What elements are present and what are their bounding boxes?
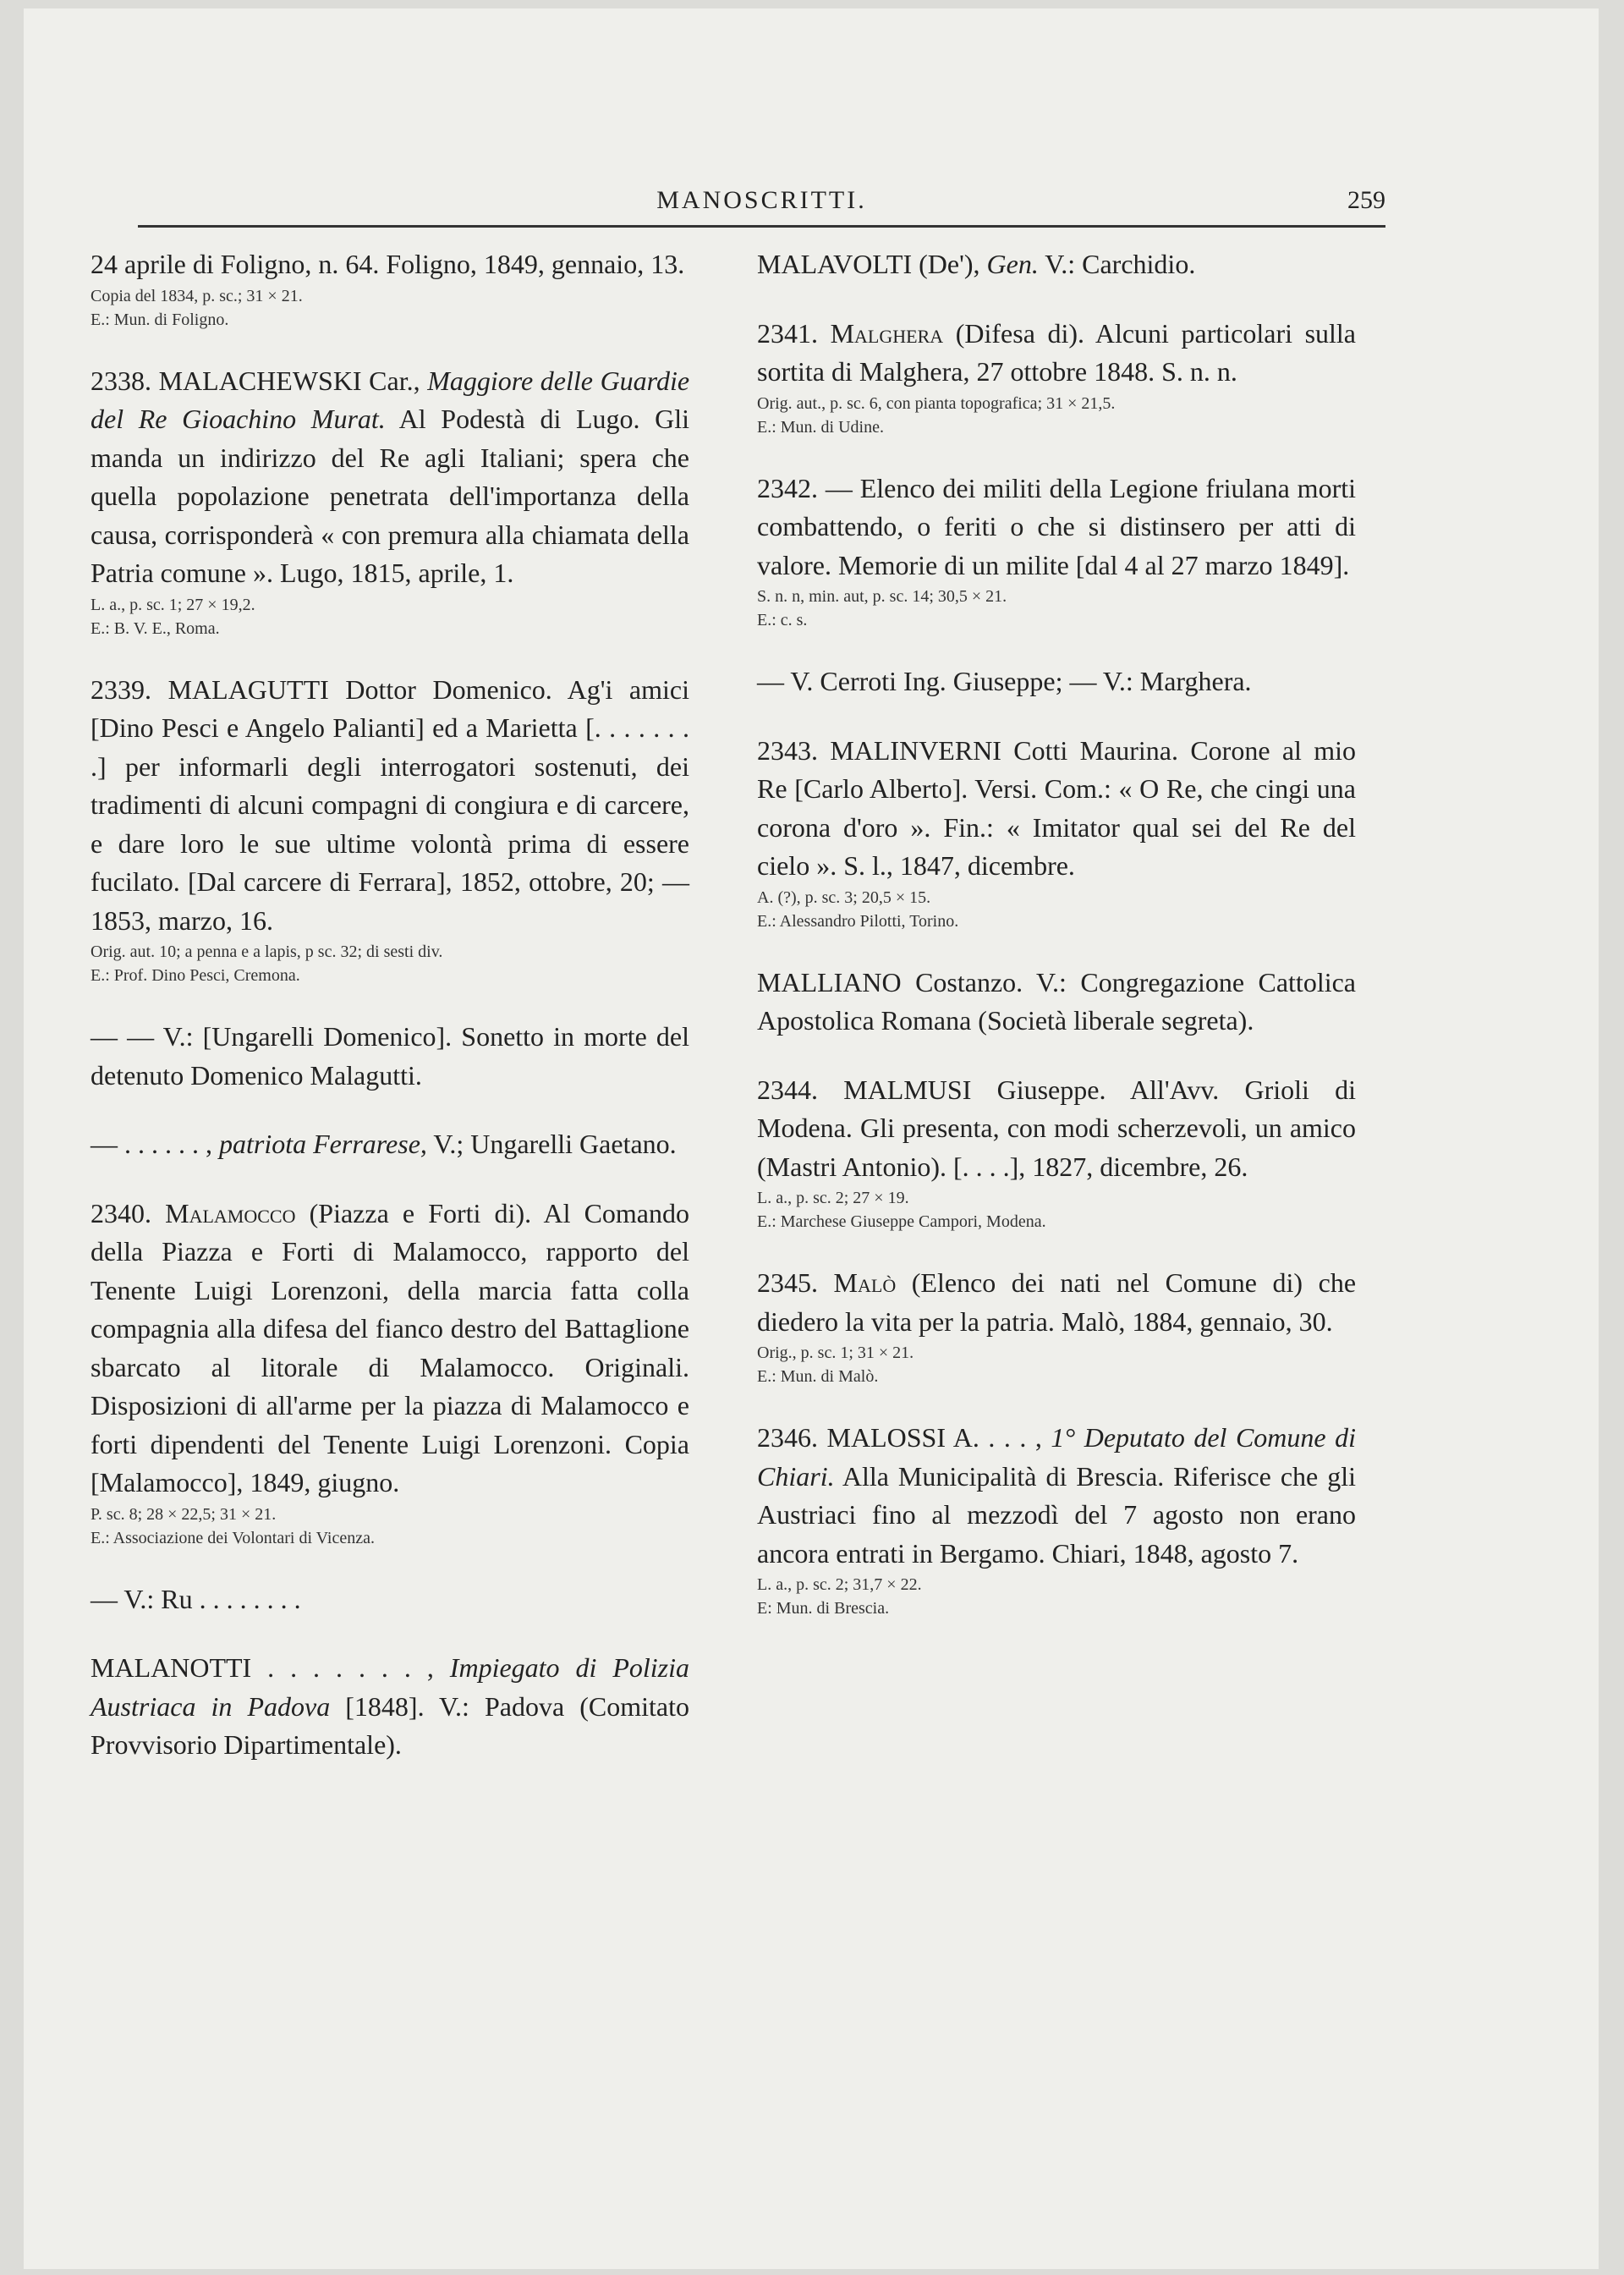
entry-note: P. sc. 8; 28 × 22,5; 31 × 21.	[91, 1504, 277, 1524]
entry-note: E.: Mun. di Foligno.	[91, 310, 229, 329]
header-rule	[138, 225, 1385, 228]
entry-note: E.: Mun. di Udine.	[757, 417, 884, 437]
catalog-entry	[757, 245, 1356, 284]
entry-title: Gen.	[986, 249, 1039, 279]
catalog-entry	[91, 1125, 689, 1164]
entry-text: — V.: Ru . . . . . . . .	[91, 1583, 301, 1614]
entry-body	[91, 1195, 689, 1503]
entry-number: 2345.	[757, 1267, 818, 1298]
catalog-entry	[91, 1018, 689, 1095]
entry-note: E.: B. V. E., Roma.	[91, 618, 220, 638]
catalog-entry	[757, 964, 1356, 1041]
entry-name: MALMUSI Giuseppe.	[843, 1074, 1106, 1105]
entry-text: V.: Congregazione Cattolica Apostolica Romana (Società liberale segreta).	[757, 966, 1356, 1036]
entry-number: 2341.	[757, 317, 818, 349]
entry-text: Ag'i amici [Dino Pesci e Angelo Palianti] ed a Marietta [. . . . . . . .] per informarli degli interrogatori sostenuti, dei tradimenti di alcuni compagni di congiura e di carcere, e dare loro le sue ultime volontà prima di essere fucilato. [Dal carcere di Ferrara], 1852, ottobre, 20; — 1853, marzo, 16.	[91, 673, 689, 936]
entry-number: 2342.	[757, 472, 818, 503]
entry-note: L. a., p. sc. 2; 27 × 19.	[757, 1189, 909, 1207]
entry-text: 24 aprile di Foligno, n. 64. Foligno, 1849, gennaio, 13.	[91, 249, 685, 279]
entry-body	[757, 470, 1356, 585]
page-number: 259	[1347, 186, 1385, 214]
running-title: MANOSCRITTI.	[656, 186, 867, 214]
catalog-entry	[757, 1264, 1356, 1388]
entry-text: — Elenco dei militi della Legione friulana morti combattendo, o feriti o che si distinsero per atti di valore. Memorie di un milite [dal 4 al 27 marzo 1849].	[757, 472, 1357, 580]
entry-name: MALACHEWSKI Car.,	[158, 365, 420, 396]
entry-note: E.: Prof. Dino Pesci, Cremona.	[91, 966, 300, 985]
entry-name: MALAVOLTI (De'),	[757, 249, 980, 279]
entry-name: MALANOTTI . . . . . . . ,	[91, 1652, 434, 1683]
entry-name: MALAGUTTI Dottor Domenico.	[167, 673, 552, 705]
entry-note: Orig. aut. 10; a penna e a lapis, p sc. 32; di sesti div.	[91, 942, 443, 961]
entry-body	[757, 1419, 1356, 1573]
entry-number: 2338.	[91, 365, 151, 396]
entry-number: 2339.	[91, 673, 151, 705]
entry-text: — V. Cerroti Ing. Giuseppe; — V.: Marghera.	[757, 666, 1252, 696]
catalog-entry	[757, 315, 1356, 439]
entry-note: L. a., p. sc. 1; 27 × 19,2.	[91, 595, 255, 614]
entry-text: (Piazza e Forti di). Al Comando della Piazza e Forti di Malamocco, rapporto del Tenente Luigi Lorenzoni, della marcia fatta colla compagnia alla difesa del fianco destro del Battaglione sbarcato al litorale di Malamocco. Originali. Disposizioni di all'arme per la piazza di Malamocco e forti dipendenti del Tenente Luigi Lorenzoni. Copia [Malamocco], 1849, giugno.	[91, 1197, 690, 1497]
catalog-entry	[757, 470, 1356, 633]
entry-text: Al Podestà di Lugo. Gli manda un indirizzo del Re agli Italiani; spera che quella popolazione penetrata dell'importanza della causa, corrisponderà « con premura alla chiamata della Patria comune ». Lugo, 1815, aprile, 1.	[91, 404, 690, 588]
catalog-entry	[91, 1649, 689, 1765]
entry-text: [1848]. V.: Padova (Comitato Provvisorio Dipartimentale).	[91, 1690, 690, 1760]
entry-body	[757, 315, 1356, 392]
catalog-entry	[757, 662, 1356, 701]
entry-number: 2346.	[757, 1422, 818, 1453]
entry-body	[757, 245, 1356, 284]
catalog-entry	[757, 732, 1356, 933]
entry-body	[91, 1018, 689, 1095]
catalog-entry	[91, 1195, 689, 1550]
entry-note: E.: c. s.	[757, 611, 808, 629]
right-column	[757, 245, 1356, 1651]
entry-number: 2344.	[757, 1074, 818, 1105]
entry-text: Alla Municipalità di Brescia. Riferisce che gli Austriaci fino al mezzodì del 7 agosto non erano ancora entrati in Bergamo. Chiari, 1848, agosto 7.	[757, 1460, 1357, 1569]
entry-body	[757, 1264, 1356, 1341]
entry-text: All'Avv. Grioli di Modena. Gli presenta, con modi scherzevoli, un amico (Mastri Antonio). [. . . .], 1827, dicembre, 26.	[757, 1074, 1357, 1182]
entry-name: Malamocco	[165, 1197, 296, 1228]
entry-body	[91, 245, 689, 284]
entry-name: MALINVERNI Cotti Maurina.	[830, 734, 1178, 766]
entry-note: E.: Mun. di Malò.	[757, 1367, 879, 1386]
entry-note: E.: Associazione dei Volontari di Vicenza.	[91, 1528, 375, 1547]
entry-note: Copia del 1834, p. sc.; 31 × 21.	[91, 286, 303, 305]
entry-text: V.: Carchidio.	[1045, 249, 1196, 279]
catalog-entry	[91, 1580, 689, 1619]
catalog-entry	[91, 362, 689, 640]
entry-note: E.: Marchese Giuseppe Campori, Modena.	[757, 1212, 1046, 1231]
entry-name: MALLIANO Costanzo.	[757, 966, 1023, 997]
entry-text: (Elenco dei nati nel Comune di) che diedero la vita per la patria. Malò, 1884, gennaio, 30.	[757, 1267, 1357, 1337]
entry-note: S. n. n, min. aut, p. sc. 14; 30,5 × 21.	[757, 587, 1007, 606]
entry-number: 2343.	[757, 734, 818, 766]
entry-text: — — V.: [Ungarelli Domenico]. Sonetto in morte del detenuto Domenico Malagutti.	[91, 1021, 689, 1091]
entry-text: V.; Ungarelli Gaetano.	[433, 1129, 677, 1159]
entry-name: Malò	[833, 1267, 897, 1298]
entry-note: E: Mun. di Brescia.	[757, 1599, 890, 1618]
entry-note: E.: Alessandro Pilotti, Torino.	[757, 911, 959, 931]
entry-number: 2340.	[91, 1197, 151, 1228]
entry-body	[757, 732, 1356, 886]
entry-body	[91, 671, 689, 941]
entry-lead: — . . . . . . ,	[91, 1129, 212, 1159]
entry-name: Malghera	[830, 317, 944, 349]
catalog-entry	[757, 1419, 1356, 1620]
entry-body	[757, 964, 1356, 1041]
entry-note: L. a., p. sc. 2; 31,7 × 22.	[757, 1575, 922, 1594]
entry-text: Corone al mio Re [Carlo Alberto]. Versi. Com.: « O Re, che cingi una corona d'oro ». Fin.: « Imitator qual sei del Re del cielo ». S. l., 1847, dicembre.	[757, 734, 1357, 881]
entry-title: patriota Ferrarese,	[219, 1129, 427, 1159]
page-header	[138, 178, 1385, 228]
entry-note: A. (?), p. sc. 3; 20,5 × 15.	[757, 887, 931, 907]
entry-title: 1° Deputato del Comune di Chiari.	[757, 1422, 1357, 1492]
catalog-entry	[757, 1071, 1356, 1234]
entry-body	[91, 1580, 689, 1619]
entry-note: Orig. aut., p. sc. 6, con pianta topografica; 31 × 21,5.	[757, 393, 1116, 413]
entry-body	[91, 1649, 689, 1765]
catalog-entry	[91, 671, 689, 988]
entry-text: (Difesa di). Alcuni particolari sulla sortita di Malghera, 27 ottobre 1848. S. n. n.	[757, 317, 1356, 387]
entry-body	[757, 1071, 1356, 1187]
entry-body	[757, 662, 1356, 701]
entry-body	[91, 362, 689, 593]
left-column	[91, 245, 689, 1795]
entry-name: MALOSSI A. . . . ,	[826, 1422, 1042, 1453]
entry-body	[91, 1125, 689, 1164]
entry-note: Orig., p. sc. 1; 31 × 21.	[757, 1344, 914, 1362]
entry-title: Impiegato di Polizia Austriaca in Padova	[91, 1652, 690, 1722]
catalog-entry	[91, 245, 689, 332]
entry-title: Maggiore delle Guardie del Re Gioachino Murat.	[91, 365, 690, 434]
